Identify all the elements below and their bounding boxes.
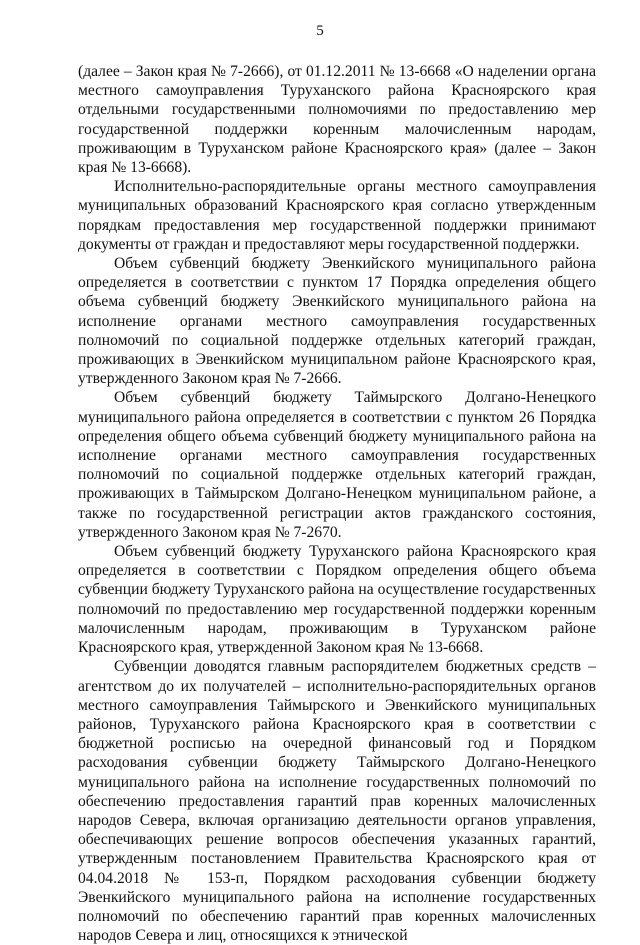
paragraph-turukhansk-subvention: Объем субвенций бюджету Туруханского района Красноярского края определяется в соответствии с Порядком определения общего объема субвенции бюджету Туруханского района на осуществление государственных полномочий по предоставлению мер государственной поддержки коренным малочисленным народам, проживающим в Туруханском районе Красноярского края, утвержденной Законом края № 13-6668. [78, 543, 596, 657]
page-number: 5 [316, 23, 324, 39]
paragraph-continuation: (далее – Закон края № 7-2666), от 01.12.2011 № 13-6668 «О наделении органа местного самоуправления Туруханского района Красноярского края отдельными государственными полномочиями по предоставлению мер государственной поддержки коренным малочисленным народам, проживающим в Туруханском районе Красноярского края» (далее – Закон края № 13-6668). [78, 63, 596, 177]
paragraph-evenki-subvention: Объем субвенций бюджету Эвенкийского муниципального района определяется в соответствии с пунктом 17 Порядка определения общего объема субвенций бюджету Эвенкийского муниципального района на исполнение органами местного самоуправления государственных полномочий по социальной поддержке отдельных категорий граждан, проживающих в Эвенкийском муниципальном районе Красноярского края, утвержденного Законом края № 7-2666. [78, 255, 596, 388]
paragraph-taimyr-subvention: Объем субвенций бюджету Таймырского Долгано-Ненецкого муниципального района определяется в соответствии с пунктом 26 Порядка определения общего объема субвенций бюджету муниципального района на исполнение органами местного самоуправления государственных полномочий по социальной поддержке отдельных категорий граждан, проживающих в Таймырском Долгано-Ненецком муниципальном районе, а также по государственной регистрации актов гражданского состояния, утвержденного Законом края № 7-2670. [78, 389, 596, 541]
document-body [78, 62, 596, 945]
paragraph-subvention-distribution: Субвенции доводятся главным распорядителем бюджетных средств – агентством до их получателей – исполнительно-распорядительных органов местного самоуправления Таймырского и Эвенкийского муниципальных районов, Туруханского района Красноярского края в соответствии с бюджетной росписью на очередной финансовый год и Порядком расходования субвенции бюджету Таймырского Долгано-Ненецкого муниципального района на исполнение государственных полномочий по обеспечению предоставления гарантий прав коренных малочисленных народов Севера, включая организацию деятельности органов управления, обеспечивающих решение вопросов обеспечения указанных гарантий, утвержденным постановлением Правительства Красноярского края от 04.04.2018 № 153-п, Порядком расходования субвенции бюджету Эвенкийского муниципального района на исполнение государственных полномочий по обеспечению гарантий прав коренных малочисленных народов Севера и лиц, относящихся к этнической [78, 658, 596, 945]
paragraph-executive-bodies: Исполнительно-распорядительные органы местного самоуправления муниципальных образований Красноярского края согласно утвержденным порядкам предоставления мер государственной поддержки принимают документы от граждан и предоставляют меры государственной поддержки. [78, 178, 596, 253]
